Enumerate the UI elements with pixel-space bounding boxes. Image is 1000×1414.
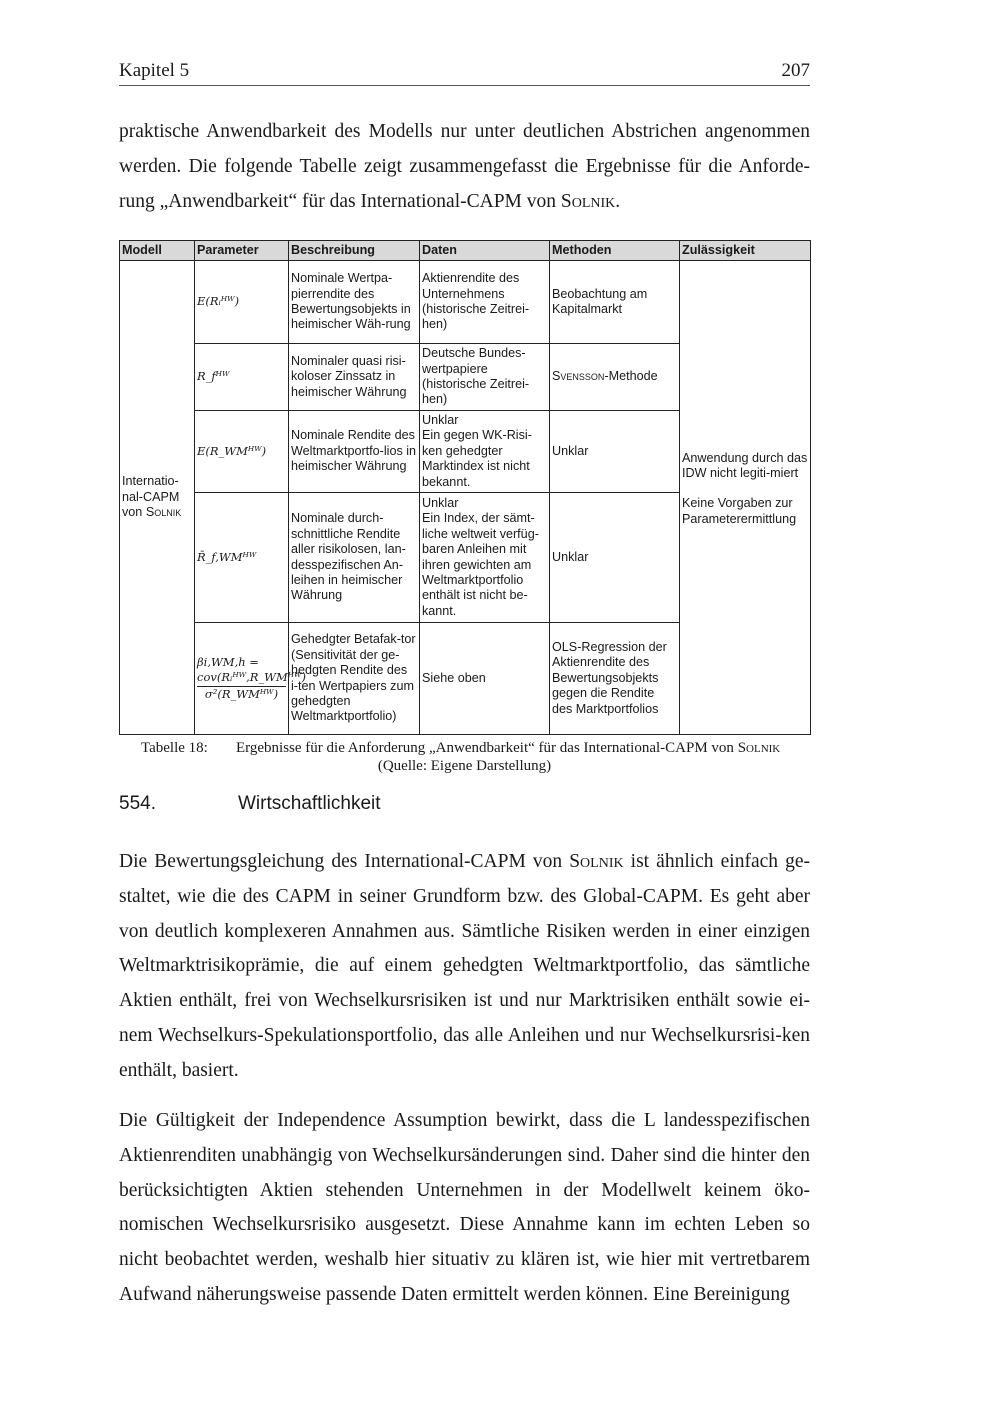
model-cell <box>120 261 195 735</box>
body-paragraph: Die Gültigkeit der Independence Assumption bewirkt, dass die L landesspezifischen Aktienrenditen unabhängig von Wechselkursänderungen sind. Daher sind die hinter den berücksichtigten Aktien stehenden Unternehmen in der Modellwelt keinem öko-nomischen Wechselkursrisiko ausgesetzt. Diese Annahme kann im echten Leben so nicht beobachtet werden, weshalb hier situativ zu klären ist, wie hier mit vertretbarem Aufwand näherungsweise passende Daten ermittelt werden können. Eine Bereinigung <box>119 1110 810 1305</box>
header-modell: Modell <box>120 241 195 261</box>
beschreibung-cell: Nominaler quasi risi-koloser Zinssatz in heimischer Währung <box>289 344 420 411</box>
methoden-cell: Unklar <box>550 493 680 623</box>
table-header-row <box>120 241 811 261</box>
header-beschreibung: Beschreibung <box>289 241 420 261</box>
zulaessigkeit-cell <box>680 450 811 735</box>
author-name: Solnik <box>569 851 624 872</box>
methoden-cell: Unklar <box>550 411 680 493</box>
daten-cell: Aktienrendite des Unternehmens (historische Zeitrei-hen) <box>420 261 550 344</box>
caption-author: Solnik <box>737 740 781 756</box>
parameter-cell: R̄_f,WMᴴᵂ <box>195 493 289 623</box>
intro-paragraph <box>119 115 810 219</box>
table-row <box>120 261 811 344</box>
beta-denominator: σ²(R_WMᴴᵂ) <box>204 686 279 701</box>
daten-cell: Deutsche Bundes-wertpapiere (historische Zeitrei-hen) <box>420 344 550 411</box>
beschreibung-cell: Nominale Rendite des Weltmarktportfo-lios in heimischer Währung <box>289 411 420 493</box>
method-suffix: -Methode <box>604 369 658 384</box>
model-line: Internatio- <box>122 474 179 489</box>
page-header <box>119 58 810 86</box>
header-daten: Daten <box>420 241 550 261</box>
caption-text <box>236 739 780 757</box>
author-name: Solnik <box>560 190 616 212</box>
table-row <box>120 493 811 623</box>
beta-numerator: cov(Rᵢᴴᵂ,R_WMᴴᵂ) <box>197 670 286 686</box>
parameter-cell: R_fᴴᵂ <box>195 344 289 411</box>
model-line <box>122 505 192 520</box>
intro-end: . <box>615 190 621 212</box>
daten-status: Unklar <box>422 412 459 427</box>
header-zulaessigkeit: Zulässigkeit <box>680 241 811 261</box>
parameter-cell <box>195 623 306 735</box>
chapter-label: Kapitel 5 <box>119 60 190 81</box>
caption-text-main: Ergebnisse für die Anforderung „Anwendbarkeit“ für das International-CAPM von <box>236 740 738 756</box>
method-author: Svensson <box>552 369 605 384</box>
beschreibung-cell: Nominale Wertpa-pierrendite des Bewertungsobjekts in heimischer Wäh-rung <box>289 261 420 344</box>
paragraph-text: ist ähnlich einfach ge-staltet, wie die des CAPM in seiner Grundform bzw. des Global-CAPM. Es geht aber von deutlich komplexeren Annahmen aus. Sämtliche Risiken werden in einer einzigen Weltmarktrisikoprämie, die auf einem gehedgten Weltmarktportfolio, das sämtliche Aktien enthält, frei von Wechselkursrisiken ist und nur Marktrisiken enthält sowie ei-nem Wechselkurs-Spekulationsportfolio, das alle Anleihen und nur Wechselkursrisi-ken enthält, basiert. <box>119 851 810 1081</box>
page-number: 207 <box>781 60 810 81</box>
beta-label: βi,WM,h = <box>197 654 259 669</box>
beschreibung-cell: Nominale durch-schnittliche Rendite aller risikolosen, lan-desspezifischen An-leihen in heimischer Währung <box>289 493 420 623</box>
header-parameter: Parameter <box>195 241 289 261</box>
paragraph-text: Die Bewertungsgleichung des International-CAPM von <box>119 851 570 872</box>
daten-detail: Ein Index, der sämt-liche weltweit verfüg-baren Anleihen mit ihren gewichten am Weltmarktportfolio enthält ist nicht be-kannt. <box>422 511 539 618</box>
parameter-cell: E(R_WMᴴᵂ) <box>195 411 289 493</box>
intro-text: praktische Anwendbarkeit des Modells nur unter deutlichen Abstrichen angenommen werden. Die folgende Tabelle zeigt zusammengefasst die Ergebnisse für die Anforde-rung „Anwendbarkeit“ für das International-CAPM von <box>119 121 810 212</box>
daten-cell <box>420 411 550 493</box>
parameter-cell: E(Rᵢᴴᵂ) <box>195 261 289 344</box>
section-title: Wirtschaftlichkeit <box>238 793 381 814</box>
daten-detail: Ein gegen WK-Risi-ken gehedgter Marktindex ist nicht bekannt. <box>422 428 532 489</box>
results-table <box>119 240 811 735</box>
caption-source: (Quelle: Eigene Darstellung) <box>377 758 552 774</box>
zulaessigkeit-text-2: Keine Vorgaben zur Parameterermittlung <box>682 496 797 526</box>
header-methoden: Methoden <box>550 241 680 261</box>
daten-cell <box>420 493 550 623</box>
model-prefix: von <box>122 505 146 520</box>
zulaessigkeit-text-1: Anwendung durch das IDW nicht legiti-miert <box>682 450 808 480</box>
section-number: 554. <box>119 793 156 814</box>
model-author: Solnik <box>145 505 182 520</box>
methoden-cell: OLS-Regression der Aktienrendite des Bewertungsobjekts gegen die Rendite des Marktportfolios <box>550 623 680 735</box>
methoden-cell: Beobachtung am Kapitalmarkt <box>550 261 680 344</box>
body-paragraph <box>119 845 810 1089</box>
model-line: nal-CAPM <box>122 489 180 504</box>
methoden-cell <box>550 344 680 411</box>
caption-label: Tabelle 18: <box>141 740 208 756</box>
beschreibung-cell: Gehedgter Betafak-tor (Sensitivität der ge-hedgten Rendite des i-ten Wertpapiers zum gehedgten Weltmarktportfolio) <box>289 623 420 735</box>
daten-status: Unklar <box>422 495 459 510</box>
daten-cell: Siehe oben <box>420 623 550 735</box>
